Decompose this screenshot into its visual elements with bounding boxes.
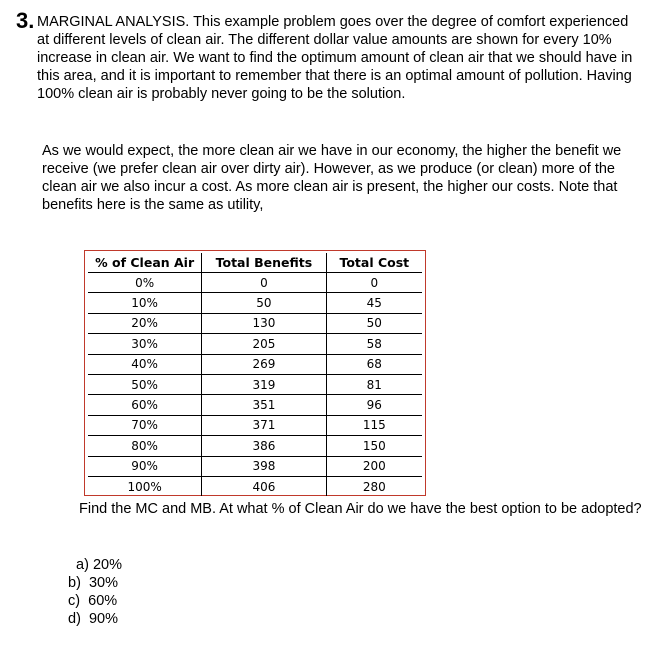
cell-total-benefits: 0 (202, 273, 326, 293)
cell-total-cost: 115 (326, 415, 422, 435)
option-a[interactable]: a) 20% (68, 557, 122, 573)
header-clean-air: % of Clean Air (88, 253, 202, 273)
cell-clean-air: 10% (88, 293, 202, 313)
data-table (88, 253, 422, 496)
cell-total-cost: 280 (326, 476, 422, 496)
cell-total-cost: 150 (326, 436, 422, 456)
table-row (88, 436, 422, 456)
cell-total-benefits: 406 (202, 476, 326, 496)
option-c[interactable]: c) 60% (68, 593, 118, 609)
cell-total-benefits: 130 (202, 313, 326, 333)
cell-total-benefits: 269 (202, 354, 326, 374)
table-row (88, 334, 422, 354)
table-row (88, 273, 422, 293)
table-row (88, 293, 422, 313)
cell-total-benefits: 398 (202, 456, 326, 476)
cell-total-cost: 58 (326, 334, 422, 354)
table-row (88, 374, 422, 394)
cell-clean-air: 30% (88, 334, 202, 354)
data-table-frame (84, 250, 426, 496)
cell-total-cost: 200 (326, 456, 422, 476)
option-d[interactable]: d) 90% (68, 611, 118, 627)
question-number: 3. (16, 8, 35, 33)
cell-clean-air: 50% (88, 374, 202, 394)
header-total-benefits: Total Benefits (202, 253, 326, 273)
cell-total-benefits: 351 (202, 395, 326, 415)
cell-total-benefits: 386 (202, 436, 326, 456)
cell-total-cost: 0 (326, 273, 422, 293)
table-row (88, 354, 422, 374)
cell-clean-air: 60% (88, 395, 202, 415)
cell-clean-air: 0% (88, 273, 202, 293)
table-row (88, 456, 422, 476)
cell-clean-air: 100% (88, 476, 202, 496)
cell-total-cost: 68 (326, 354, 422, 374)
question-body: As we would expect, the more clean air we have in our economy, the higher the benefit we receive (we prefer clean air over dirty air). However, as we produce (or clean) more of the clean air we also incur a cost. As more clean air is present, the higher our costs. Note that benefits here is the same as utility, (42, 143, 622, 213)
cell-total-cost: 50 (326, 313, 422, 333)
cell-total-cost: 45 (326, 293, 422, 313)
cell-total-benefits: 50 (202, 293, 326, 313)
cell-clean-air: 40% (88, 354, 202, 374)
option-b[interactable]: b) 30% (68, 575, 118, 591)
cell-total-benefits: 319 (202, 374, 326, 394)
header-total-cost: Total Cost (326, 253, 422, 273)
cell-total-cost: 96 (326, 395, 422, 415)
table-row (88, 395, 422, 415)
table-row (88, 476, 422, 496)
table-header-row (88, 253, 422, 273)
question-prompt: Find the MC and MB. At what % of Clean Air do we have the best option to be adopted? (79, 501, 642, 517)
cell-clean-air: 70% (88, 415, 202, 435)
cell-clean-air: 80% (88, 436, 202, 456)
question-intro: MARGINAL ANALYSIS. This example problem goes over the degree of comfort experienced at different levels of clean air. The different dollar value amounts are shown for every 10% increase in clean air. We want to find the optimum amount of clean air that we should have in this area, and it is important to remember that there is an optimal amount of pollution. Having 100% clean air is probably never going to be the solution. (37, 14, 633, 102)
cell-total-benefits: 205 (202, 334, 326, 354)
answer-options (68, 556, 122, 628)
cell-clean-air: 20% (88, 313, 202, 333)
table-row (88, 415, 422, 435)
cell-clean-air: 90% (88, 456, 202, 476)
cell-total-benefits: 371 (202, 415, 326, 435)
table-row (88, 313, 422, 333)
cell-total-cost: 81 (326, 374, 422, 394)
